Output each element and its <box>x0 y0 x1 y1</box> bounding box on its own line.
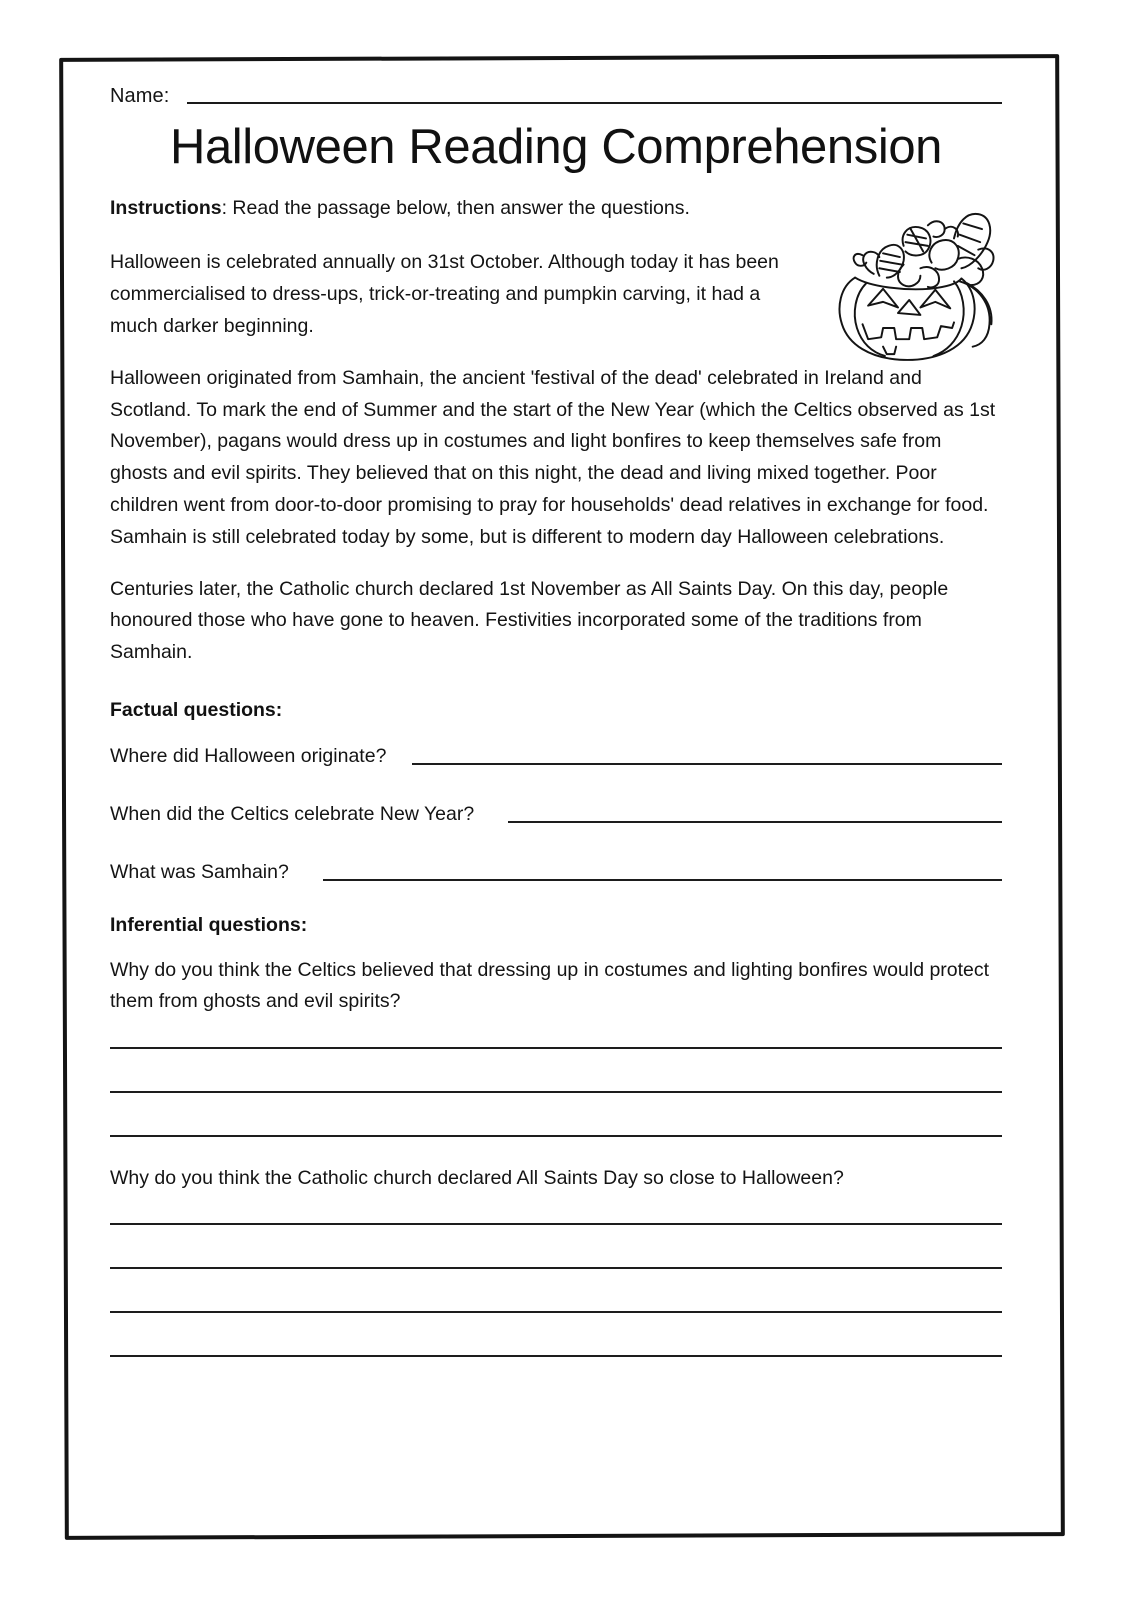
worksheet-content <box>110 78 1002 1383</box>
instructions-bold-label: Instructions <box>110 196 222 219</box>
name-label: Name: <box>110 85 170 107</box>
factual-question-1-text: Where did Halloween originate? <box>110 744 387 767</box>
factual-question-2-answer-rule[interactable] <box>508 821 1002 823</box>
instructions-rest: : Read the passage below, then answer the questions. <box>221 196 690 219</box>
name-row <box>110 78 1002 108</box>
passage-paragraph-3: Centuries later, the Catholic church declared 1st November as All Saints Day. On this day, people honoured those who have gone to heaven. Festivities incorporated some of the traditions from Samhain. <box>110 577 949 664</box>
factual-question-2-text: When did the Celtics celebrate New Year? <box>110 802 475 825</box>
passage-paragraph-1: Halloween is celebrated annually on 31st October. Although today it has been commercialised to dress-ups, trick-or-treating and pumpkin carving, it had a much darker beginning. <box>110 251 779 337</box>
inferential-question-1-answer-lines[interactable] <box>110 1047 1002 1137</box>
factual-question-3 <box>110 856 1002 884</box>
factual-questions-heading: Factual questions: <box>110 698 283 721</box>
answer-line[interactable] <box>110 1355 1002 1357</box>
passage-paragraph-2: Halloween originated from Samhain, the ancient 'festival of the dead' celebrated in Ireland and Scotland. To mark the end of Summer and the start of the New Year (which the Celtics observed as 1st November), pagans would dress up in costumes and light bonfires to keep themselves safe from ghosts and evil spirits. They believed that on this night, the dead and living mixed together. Poor children went from door-to-door promising to pray for households' dead relatives in exchange for food. Samhain is still celebrated today by some, but is different to modern day Halloween celebrations. <box>110 366 996 548</box>
factual-question-1 <box>110 740 1002 768</box>
answer-line[interactable] <box>110 1135 1002 1137</box>
page-title: Halloween Reading Comprehension <box>169 120 943 174</box>
answer-line[interactable] <box>110 1223 1002 1225</box>
inferential-question-2-answer-lines[interactable] <box>110 1223 1002 1357</box>
factual-question-3-text: What was Samhain? <box>110 860 289 883</box>
jack-o-lantern-candy-bucket-icon <box>814 197 1010 375</box>
intro-block <box>110 193 1002 363</box>
factual-question-2 <box>110 798 1002 826</box>
answer-line[interactable] <box>110 1311 1002 1313</box>
inferential-questions-heading: Inferential questions: <box>110 913 308 936</box>
factual-question-1-answer-rule[interactable] <box>412 763 1002 765</box>
inferential-question-1-text: Why do you think the Celtics believed that dressing up in costumes and lighting bonfires would protect them from ghosts and evil spirits? <box>110 958 990 1012</box>
inferential-question-2-text: Why do you think the Catholic church declared All Saints Day so close to Halloween? <box>110 1166 844 1189</box>
answer-line[interactable] <box>110 1267 1002 1269</box>
name-input-rule[interactable] <box>187 102 1002 104</box>
factual-question-3-answer-rule[interactable] <box>323 879 1002 881</box>
answer-line[interactable] <box>110 1091 1002 1093</box>
answer-line[interactable] <box>110 1047 1002 1049</box>
